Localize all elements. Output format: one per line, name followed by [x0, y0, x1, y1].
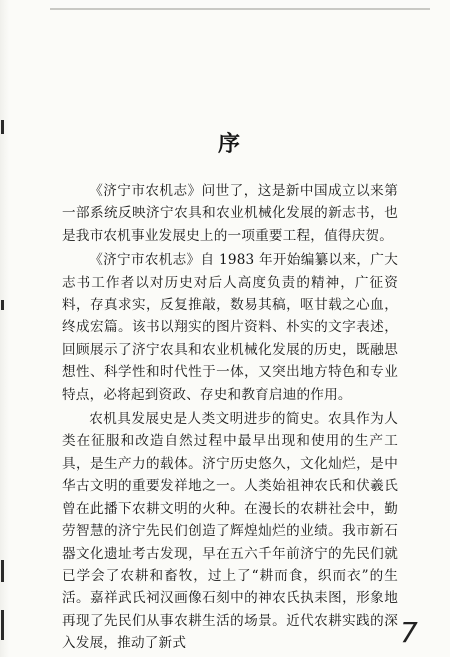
binding-mark — [1, 300, 4, 310]
page-title: 序 — [217, 131, 242, 157]
scan-edge — [0, 0, 9, 657]
binding-mark — [1, 610, 4, 640]
binding-mark — [1, 120, 4, 134]
top-rule — [50, 8, 430, 10]
binding-mark — [1, 560, 4, 582]
page-number: 7 — [400, 616, 418, 649]
paragraph: 农机具发展史是人类文明进步的简史。农具作为人类在征服和改造自然过程中最早出现和使用的生产工具，是生产力的载体。济宁历史悠久，文化灿烂，是中华古文明的重要发祥地之一。人类始祖神农氏和伏羲氏曾在此播下农耕文明的火种。在漫长的农耕社会中，勤劳智慧的济宁先民们创造了辉煌灿烂的业绩。我市新石器文化遗址考古发现，早在五六千年前济宁的先民们就已学会了农耕和畜牧，过上了“耕而食，织而衣”的生活。嘉祥武氏祠汉画像石刻中的神农氏执耒图，形象地再现了先民们从事农耕生活的场景。近代农耕实践的深入发展，推动了新式 — [62, 411, 398, 652]
paragraph: 《济宁市农机志》问世了，这是新中国成立以来第一部系统反映济宁农具和农业机械化发展的新志书，也是我市农机事业发展史上的一项重要工程，值得庆贺。 — [62, 183, 398, 244]
paragraph: 《济宁市农机志》自 1983 年开始编纂以来，广大志书工作者以对历史对后人高度负责的精神，广征资料，存真求实，反复推敲，数易其稿，呕甘载之心血，终成宏篇。该书以翔实的图片资料、朴实的文字表述，回顾展示了济宁农具和农业机械化发展的历史，既融思想性、科学性和时代性于一体，又突出地方特色和专业特点，必将起到资政、存史和教育启迪的作用。 — [62, 252, 398, 403]
document-page — [62, 130, 398, 655]
